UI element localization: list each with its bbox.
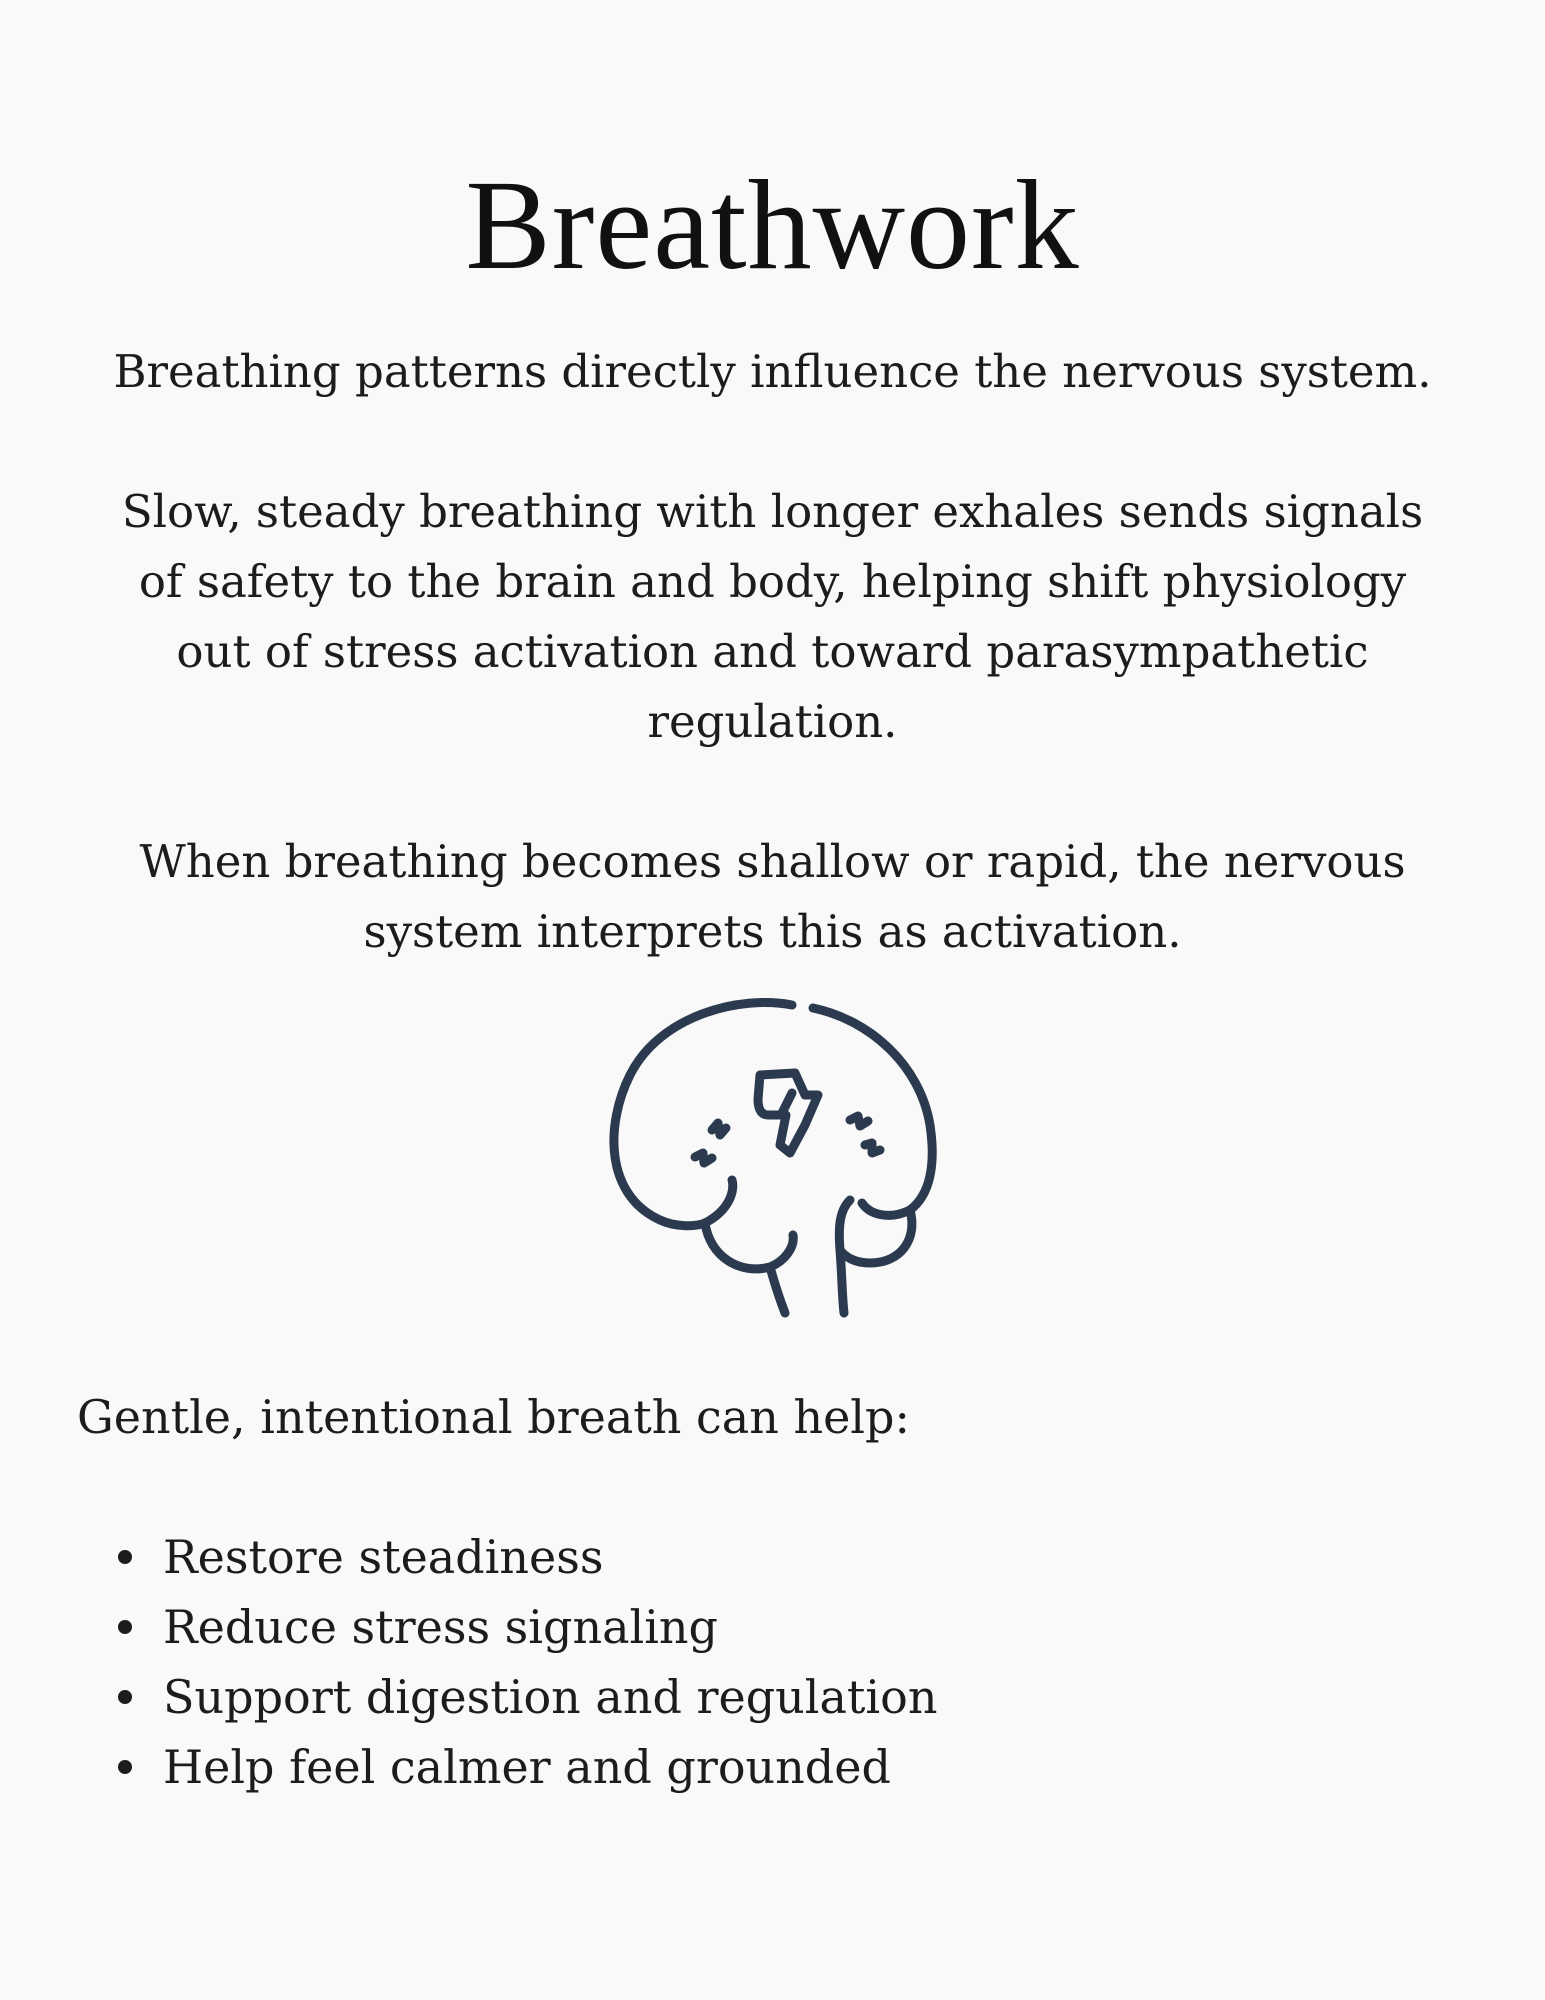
bullet-icon [118,1690,132,1704]
list-item-text: Reduce stress signaling [163,1600,718,1654]
benefits-list [110,1522,937,1802]
stressed-brain-icon [600,995,945,1320]
page-title: Breathwork [465,154,1080,296]
bullet-icon [118,1760,132,1774]
list-item-text: Support digestion and regulation [163,1670,938,1724]
list-item [110,1732,937,1802]
list-item [110,1592,937,1662]
list-item [110,1522,937,1592]
list-item-text: Restore steadiness [163,1530,604,1584]
list-intro: Gentle, intentional breath can help: [77,1390,910,1444]
shallow-breathing-paragraph: When breathing becomes shallow or rapid, the nervous system interprets this as activation. [139,835,1406,958]
intro-paragraph: Breathing patterns directly influence the nervous system. [113,345,1432,398]
bullet-icon [118,1620,132,1634]
slow-breathing-paragraph: Slow, steady breathing with longer exhales sends signals of safety to the brain and body, helping shift physiology out of stress activation and toward parasympathetic regulation. [121,485,1424,748]
list-item [110,1662,937,1732]
list-item-text: Help feel calmer and grounded [163,1740,891,1794]
bullet-icon [118,1550,132,1564]
